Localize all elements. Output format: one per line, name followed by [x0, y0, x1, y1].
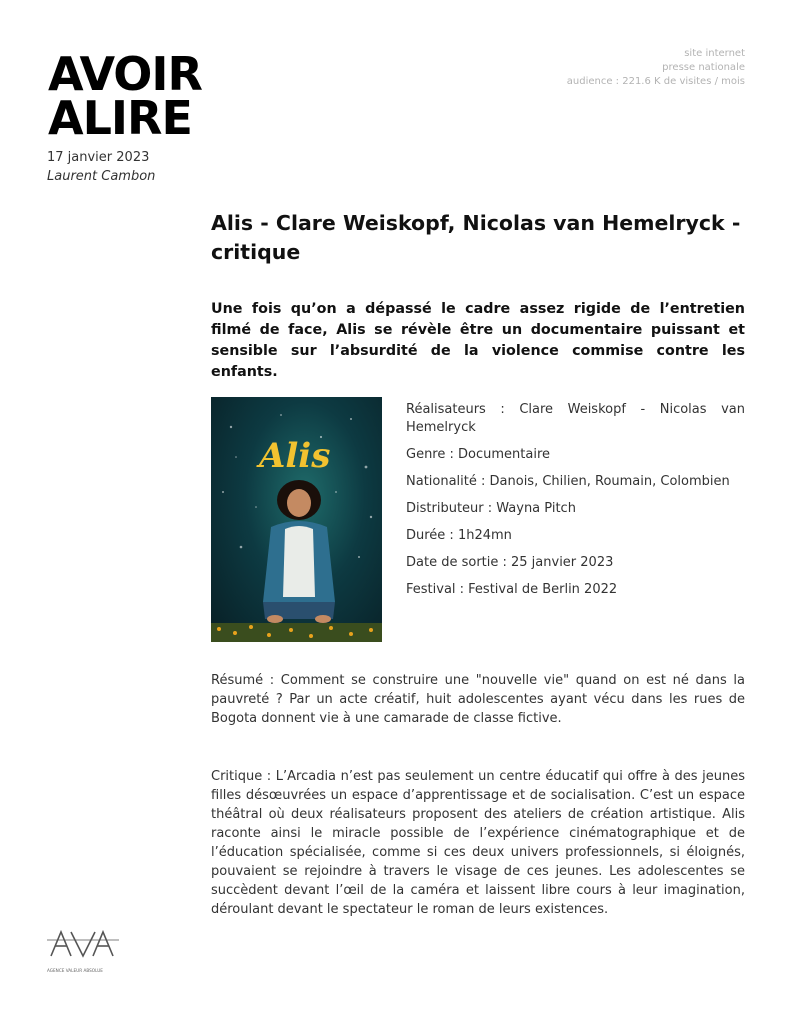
- agency-mark: [45, 926, 121, 976]
- avoir-alire-logo: [46, 50, 232, 138]
- poster-face: [287, 489, 311, 517]
- article-lead: Une fois qu’on a dépassé le cadre assez rigide de l’entretien filmé de face, Alis se révèle être un documentaire puissant et sensible sur l’absurdité de la violence commise contre les enfants.: [211, 301, 745, 380]
- logo-line-2: ALIRE: [48, 91, 192, 138]
- poster-shirt: [283, 526, 315, 597]
- article-date: 17 janvier 2023: [47, 150, 150, 165]
- article-title: Alis - Clare Weiskopf, Nicolas van Hemelryck - critique: [211, 211, 741, 264]
- poster-title: Alis: [259, 436, 331, 476]
- poster-artwork: [211, 397, 382, 642]
- article-summary: Résumé : Comment se construire une "nouvelle vie" quand on est né dans la pauvreté ? Par un acte créatif, huit adolescentes ayant vécu dans les rues de Bogota donnent vie à une camarade de classe fictive.: [211, 673, 745, 726]
- fact-nationality: Nationalité : Danois, Chilien, Roumain, Colombien: [406, 474, 730, 489]
- fact-duration: Durée : 1h24mn: [406, 528, 512, 543]
- article-author: Laurent Cambon: [47, 169, 156, 184]
- agency-logo: [45, 926, 121, 976]
- article-review: Critique : L’Arcadia n’est pas seulement un centre éducatif qui offre à des jeunes filles désœuvrées un espace d’apprentissage et de socialisation. C’est un espace théâtral où deux réalisateurs proposent des ateliers de création artistique. Alis raconte ainsi le miracle possible de l’expérience cinématographique et de l’éducation spécialisée, comme si ces deux univers professionnels, si éloignés, pouvaient se rejoindre à travers le visage de ces jeunes. Les adolescentes se succèdent devant l’œil de la caméra et laissent libre cours à leur imagination, déroulant devant le spectateur le roman de leurs existences.: [211, 769, 745, 917]
- logo-line-1: AVOIR: [48, 50, 202, 101]
- logo-mark: [46, 50, 232, 138]
- poster-hand-left: [267, 615, 283, 623]
- film-poster: [211, 397, 382, 642]
- agency-name: AGENCE VALEUR ABSOLUE: [47, 968, 103, 973]
- fact-directors: Réalisateurs : Clare Weiskopf - Nicolas van Hemelryck: [406, 402, 745, 435]
- agency-symbol: [47, 932, 119, 956]
- fact-release-date: Date de sortie : 25 janvier 2023: [406, 555, 614, 570]
- fact-genre: Genre : Documentaire: [406, 447, 550, 462]
- media-info: [567, 47, 745, 89]
- media-type: site internet: [684, 48, 745, 59]
- media-scope: presse nationale: [662, 62, 745, 73]
- fact-festival: Festival : Festival de Berlin 2022: [406, 582, 618, 597]
- media-audience: audience : 221.6 K de visites / mois: [566, 76, 745, 87]
- film-facts: [406, 401, 745, 608]
- fact-distributor: Distributeur : Wayna Pitch: [406, 501, 576, 516]
- poster-hand-right: [315, 615, 331, 623]
